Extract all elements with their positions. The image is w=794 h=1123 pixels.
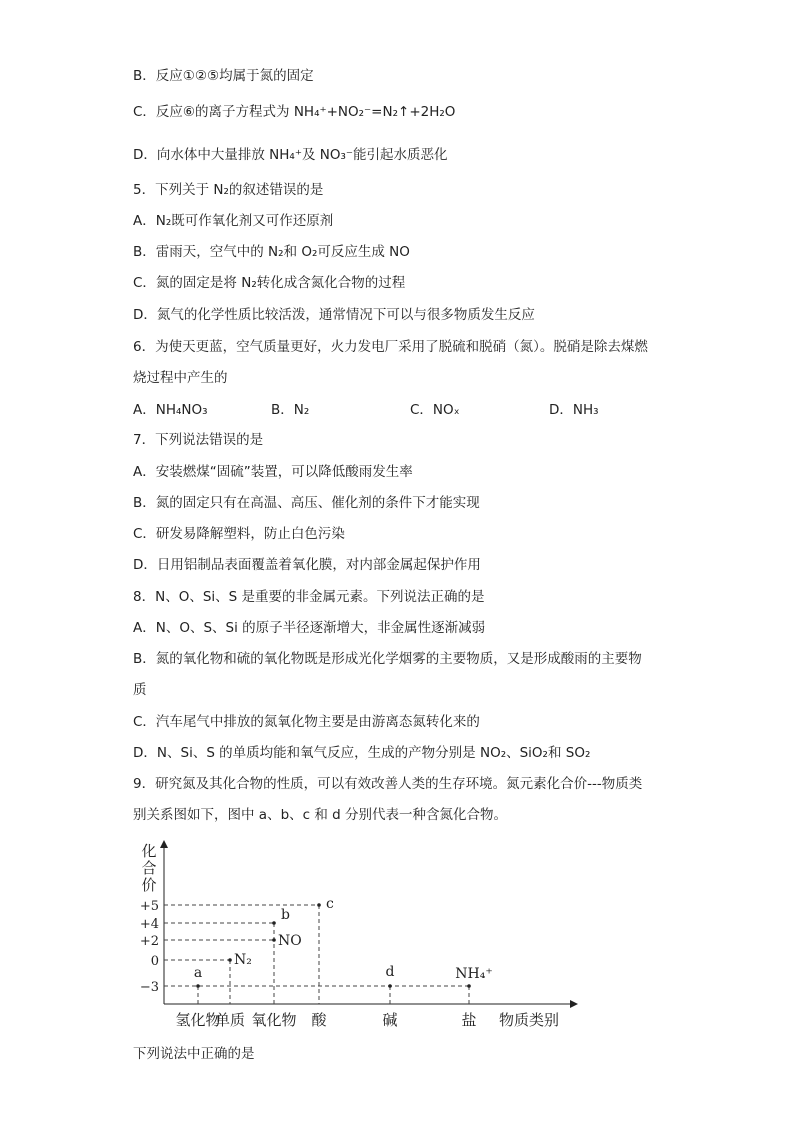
data-point-label: NO	[278, 933, 302, 949]
line-3: D．向水体中大量排放 NH₄⁺及 NO₃⁻能引起水质恶化	[133, 147, 448, 163]
x-category-label: 氧化物	[251, 1011, 297, 1029]
line-16: D．日用铝制品表面覆盖着氧化膜，对内部金属起保护作用	[133, 557, 481, 573]
q6-option-d: D．NH₃	[549, 402, 599, 418]
line-4: 5．下列关于 N₂的叙述错误的是	[133, 182, 324, 198]
line-12: 7．下列说法错误的是	[133, 432, 264, 448]
line-23: 9．研究氮及其化合物的性质，可以有效改善人类的生存环境。氮元素化合价---物质类	[133, 776, 643, 792]
q6-options	[133, 400, 733, 420]
y-tick-label: +4	[139, 917, 159, 932]
line-21: C．汽车尾气中排放的氮氧化物主要是由游离态氮转化来的	[133, 714, 480, 730]
y-tick-label: 0	[150, 954, 159, 969]
data-point	[272, 921, 276, 925]
data-point	[228, 958, 232, 962]
y-tick-label: −3	[139, 980, 159, 995]
line-19: B．氮的氧化物和硫的氧化物既是形成光化学烟雾的主要物质，又是形成酸雨的主要物	[133, 651, 642, 667]
x-category-label: 酸	[311, 1011, 327, 1029]
x-category-label: 碱	[382, 1011, 398, 1029]
line-18: A．N、O、S、Si 的原子半径逐渐增大，非金属性逐渐减弱	[133, 620, 486, 636]
x-axis-title: 物质类别	[499, 1011, 560, 1029]
data-point	[388, 984, 392, 988]
line-20: 质	[133, 682, 147, 698]
line-25: 下列说法中正确的是	[133, 1046, 255, 1062]
y-axis-title-char: 价	[141, 876, 157, 894]
line-2: C．反应⑥的离子方程式为 NH₄⁺+NO₂⁻=N₂↑+2H₂O	[133, 104, 456, 120]
q6-option-b: B．N₂	[271, 402, 310, 418]
x-category-label: 盐	[461, 1011, 477, 1029]
data-point	[317, 903, 321, 907]
line-1: B．反应①②⑤均属于氮的固定	[133, 68, 314, 84]
line-13: A．安装燃煤“固硫”装置，可以降低酸雨发生率	[133, 464, 413, 480]
data-point-label: b	[281, 907, 290, 923]
y-tick-label: +2	[139, 934, 159, 949]
data-point-label: N₂	[234, 952, 252, 968]
line-7: C．氮的固定是将 N₂转化成含氮化合物的过程	[133, 275, 406, 291]
line-5: A．N₂既可作氧化剂又可作还原剂	[133, 213, 334, 229]
y-axis-title-char: 合	[141, 859, 157, 877]
x-category-label: 单质	[214, 1011, 246, 1029]
data-point	[467, 984, 471, 988]
line-17: 8．N、O、Si、S 是重要的非金属元素。下列说法正确的是	[133, 589, 485, 605]
y-tick-label: +5	[139, 899, 159, 914]
data-point	[272, 938, 276, 942]
data-point-label: d	[385, 964, 395, 980]
q6-option-c: C．NOₓ	[410, 402, 460, 418]
data-point-label: c	[326, 896, 334, 912]
data-point-label: a	[193, 965, 203, 981]
data-point-label: NH₄⁺	[455, 966, 493, 982]
q6-option-a: A．NH₄NO₃	[133, 402, 208, 418]
line-10: 烧过程中产生的	[133, 370, 228, 386]
x-category-label: 氢化物	[175, 1011, 221, 1029]
line-8: D．氮气的化学性质比较活泼，通常情况下可以与很多物质发生反应	[133, 307, 535, 323]
data-point	[196, 984, 200, 988]
valence-category-chart	[130, 836, 590, 1036]
line-6: B．雷雨天，空气中的 N₂和 O₂可反应生成 NO	[133, 244, 410, 260]
line-24: 别关系图如下，图中 a、b、c 和 d 分别代表一种含氮化合物。	[133, 807, 507, 823]
line-22: D．N、Si、S 的单质均能和氧气反应，生成的产物分别是 NO₂、SiO₂和 SO₂	[133, 745, 591, 761]
line-9: 6．为使天更蓝，空气质量更好，火力发电厂采用了脱硫和脱硝（氮）。脱硝是除去煤燃	[133, 339, 648, 355]
line-15: C．研发易降解塑料，防止白色污染	[133, 526, 345, 542]
y-axis-title-char: 化	[141, 842, 157, 860]
line-14: B．氮的固定只有在高温、高压、催化剂的条件下才能实现	[133, 495, 480, 511]
